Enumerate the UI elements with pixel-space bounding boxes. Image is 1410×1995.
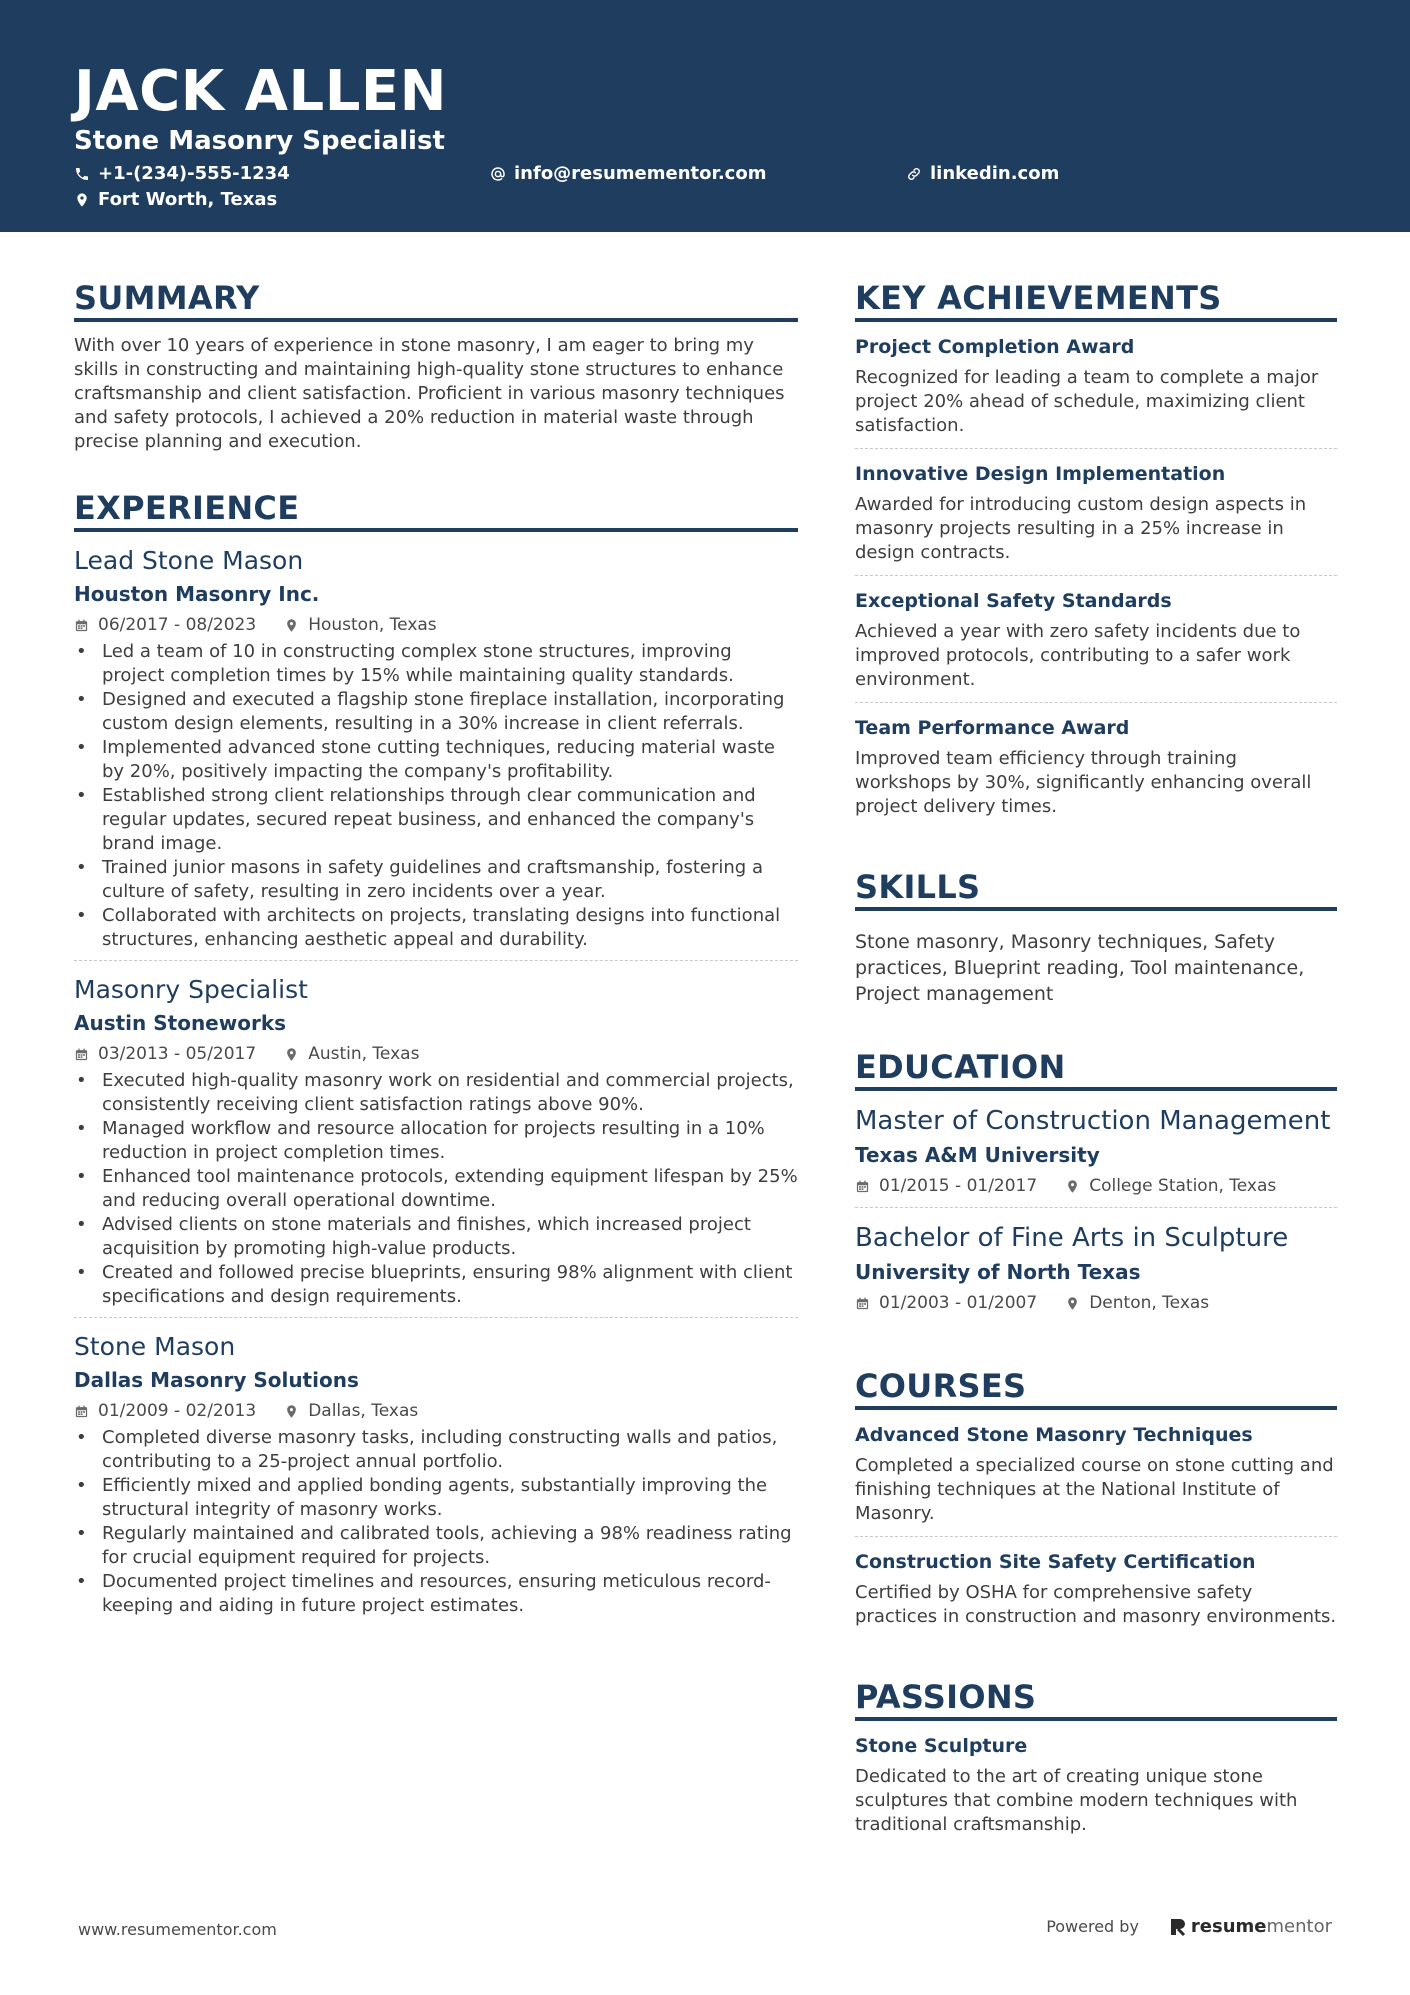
calendar-icon — [74, 1404, 89, 1419]
achievement-item — [855, 461, 1337, 576]
school-name: University of North Texas — [855, 1260, 1141, 1284]
passion-item — [855, 1733, 1337, 1847]
phone-text: +1-(234)-555-1234 — [98, 163, 290, 184]
education-dates — [855, 1290, 1037, 1316]
job-dates-text: 06/2017 - 08/2023 — [98, 615, 257, 635]
phone-icon — [74, 166, 90, 182]
bullet-item: • Enhanced tool maintenance protocols, extending equipment lifespan by 25% and reducing overall operational downtime. — [74, 1165, 798, 1213]
education-meta — [855, 1173, 1337, 1199]
brand-name-bold: resume — [1190, 1916, 1267, 1937]
brand-logo[interactable] — [1169, 1916, 1332, 1937]
resume-header — [0, 0, 1410, 232]
bullet-item: • Documented project timelines and resources, ensuring meticulous record-keeping and aiding in future project estimates. — [74, 1570, 798, 1618]
location-pin-icon — [284, 618, 299, 633]
education-meta — [855, 1290, 1337, 1316]
course-text: Certified by OSHA for comprehensive safety practices in construction and masonry environments. — [855, 1582, 1337, 1627]
brand-logo-icon — [1169, 1917, 1187, 1937]
location-pin-icon — [284, 1047, 299, 1062]
skills-section — [855, 867, 1337, 1007]
course-item — [855, 1549, 1337, 1639]
location-pin-icon — [1065, 1179, 1080, 1194]
education-section — [855, 1047, 1337, 1328]
achievement-text: Recognized for leading a team to complete a major project 20% ahead of schedule, maximizing client satisfaction. — [855, 367, 1319, 436]
section-heading: EXPERIENCE — [74, 488, 798, 532]
job-bullets — [74, 1426, 798, 1618]
course-title: Construction Site Safety Certification — [855, 1551, 1256, 1573]
contact-location — [74, 188, 277, 212]
job-title: Masonry Specialist — [74, 975, 308, 1004]
job-entry — [74, 1330, 798, 1626]
right-column — [855, 278, 1337, 1877]
experience-section — [74, 488, 798, 1626]
job-entry — [74, 973, 798, 1318]
achievement-item — [855, 334, 1337, 449]
education-dates-text: 01/2003 - 01/2007 — [879, 1293, 1038, 1313]
achievement-title: Exceptional Safety Standards — [855, 590, 1172, 612]
section-heading: KEY ACHIEVEMENTS — [855, 278, 1337, 322]
summary-section — [74, 278, 798, 454]
company-name: Dallas Masonry Solutions — [74, 1368, 359, 1392]
education-location — [1065, 1173, 1276, 1199]
bullet-item: • Trained junior masons in safety guidelines and craftsmanship, fostering a culture of safety, resulting in zero incidents over a year. — [74, 856, 798, 904]
job-meta — [74, 1398, 798, 1424]
education-item — [855, 1103, 1337, 1208]
location-text: Fort Worth, Texas — [98, 189, 278, 210]
bullet-item: • Completed diverse masonry tasks, including constructing walls and patios, contributing to a 25-project annual portfolio. — [74, 1426, 798, 1474]
candidate-name: JACK ALLEN — [74, 59, 447, 124]
courses-section — [855, 1366, 1337, 1639]
achievement-title: Team Performance Award — [855, 717, 1130, 739]
achievement-item — [855, 588, 1337, 703]
calendar-icon — [855, 1296, 870, 1311]
job-location — [284, 1041, 419, 1067]
education-dates-text: 01/2015 - 01/2017 — [879, 1176, 1038, 1196]
job-entry — [74, 544, 798, 961]
course-text: Completed a specialized course on stone cutting and finishing techniques at the National Institute of Masonry. — [855, 1455, 1334, 1524]
job-meta — [74, 612, 798, 638]
job-title: Lead Stone Mason — [74, 546, 304, 575]
powered-by-label: Powered by — [1046, 1917, 1139, 1936]
calendar-icon — [74, 618, 89, 633]
achievement-text: Improved team efficiency through training workshops by 30%, significantly enhancing overall project delivery times. — [855, 748, 1312, 817]
job-dates-text: 03/2013 - 05/2017 — [98, 1044, 257, 1064]
email-text: info@resumementor.com — [514, 163, 767, 184]
job-location — [284, 1398, 418, 1424]
course-item — [855, 1422, 1337, 1537]
bullet-item: • Implemented advanced stone cutting techniques, reducing material waste by 20%, positively impacting the company's profitability. — [74, 736, 798, 784]
education-location — [1065, 1290, 1209, 1316]
section-heading: COURSES — [855, 1366, 1337, 1410]
at-icon — [490, 166, 506, 182]
bullet-item: • Collaborated with architects on projects, translating designs into functional structures, enhancing aesthetic appeal and durability. — [74, 904, 798, 952]
section-heading: PASSIONS — [855, 1677, 1337, 1721]
degree-title: Master of Construction Management — [855, 1106, 1331, 1136]
degree-title: Bachelor of Fine Arts in Sculpture — [855, 1223, 1289, 1253]
job-dates-text: 01/2009 - 02/2013 — [98, 1401, 257, 1421]
summary-text: With over 10 years of experience in stone masonry, I am eager to bring my skills in constructing and maintaining high-quality stone structures to enhance craftsmanship and client satisfaction. Proficient in various masonry techniques and safety protocols, I achieved a 20% reduction in material waste through precise planning and execution. — [74, 335, 785, 452]
link-icon — [906, 166, 922, 182]
footer-brand — [1046, 1916, 1332, 1937]
achievement-text: Awarded for introducing custom design aspects in masonry projects resulting in a 25% increase in design contracts. — [855, 494, 1307, 563]
contact-phone[interactable] — [74, 162, 290, 186]
passion-text: Dedicated to the art of creating unique stone sculptures that combine modern techniques with traditional craftsmanship. — [855, 1766, 1298, 1835]
job-location-text: Houston, Texas — [308, 615, 437, 635]
job-location-text: Dallas, Texas — [308, 1401, 419, 1421]
bullet-item: • Managed workflow and resource allocation for projects resulting in a 10% reduction in project completion times. — [74, 1117, 798, 1165]
job-dates — [74, 612, 256, 638]
bullet-item: • Advised clients on stone materials and finishes, which increased project acquisition by promoting high-value products. — [74, 1213, 798, 1261]
bullet-item: • Designed and executed a flagship stone fireplace installation, incorporating custom design elements, resulting in a 30% increase in client referrals. — [74, 688, 798, 736]
bullet-item: • Efficiently mixed and applied bonding agents, substantially improving the structural integrity of masonry works. — [74, 1474, 798, 1522]
location-pin-icon — [284, 1404, 299, 1419]
job-dates — [74, 1398, 256, 1424]
linkedin-text: linkedin.com — [930, 163, 1060, 184]
course-title: Advanced Stone Masonry Techniques — [855, 1424, 1253, 1446]
job-location — [284, 612, 436, 638]
job-bullets — [74, 1069, 798, 1309]
achievement-title: Innovative Design Implementation — [855, 463, 1226, 485]
location-pin-icon — [74, 192, 90, 208]
achievements-section — [855, 278, 1337, 829]
education-location-text: College Station, Texas — [1089, 1176, 1277, 1196]
left-column — [74, 278, 798, 1656]
calendar-icon — [855, 1179, 870, 1194]
section-heading: SUMMARY — [74, 278, 798, 322]
footer-website-link[interactable]: www.resumementor.com — [78, 1920, 277, 1939]
company-name: Houston Masonry Inc. — [74, 582, 320, 606]
passions-section — [855, 1677, 1337, 1847]
location-pin-icon — [1065, 1296, 1080, 1311]
contact-email[interactable] — [490, 162, 766, 186]
education-location-text: Denton, Texas — [1089, 1293, 1210, 1313]
education-item — [855, 1220, 1337, 1328]
achievement-title: Project Completion Award — [855, 336, 1135, 358]
passion-title: Stone Sculpture — [855, 1735, 1028, 1757]
job-bullets — [74, 640, 798, 952]
calendar-icon — [74, 1047, 89, 1062]
bullet-item: • Created and followed precise blueprints, ensuring 98% alignment with client specifications and design requirements. — [74, 1261, 798, 1309]
candidate-title: Stone Masonry Specialist — [74, 126, 445, 156]
education-dates — [855, 1173, 1037, 1199]
achievement-item — [855, 715, 1337, 829]
job-location-text: Austin, Texas — [308, 1044, 420, 1064]
company-name: Austin Stoneworks — [74, 1011, 287, 1035]
bullet-item: • Established strong client relationships through clear communication and regular updates, secured repeat business, and enhanced the company's brand image. — [74, 784, 798, 856]
brand-name-light: mentor — [1266, 1916, 1332, 1937]
achievement-text: Achieved a year with zero safety incidents due to improved protocols, contributing to a safer work environment. — [855, 621, 1301, 690]
bullet-item: • Led a team of 10 in constructing complex stone structures, improving project completion times by 15% while maintaining quality standards. — [74, 640, 798, 688]
job-meta — [74, 1041, 798, 1067]
bullet-item: • Executed high-quality masonry work on residential and commercial projects, consistently receiving client satisfaction ratings above 90%. — [74, 1069, 798, 1117]
job-title: Stone Mason — [74, 1332, 236, 1361]
school-name: Texas A&M University — [855, 1143, 1100, 1167]
contact-linkedin[interactable] — [906, 162, 1059, 186]
skills-text: Stone masonry, Masonry techniques, Safety practices, Blueprint reading, Tool maintenance, Project management — [855, 931, 1305, 1005]
section-heading: EDUCATION — [855, 1047, 1337, 1091]
job-dates — [74, 1041, 256, 1067]
section-heading: SKILLS — [855, 867, 1337, 911]
bullet-item: • Regularly maintained and calibrated tools, achieving a 98% readiness rating for crucial equipment required for projects. — [74, 1522, 798, 1570]
